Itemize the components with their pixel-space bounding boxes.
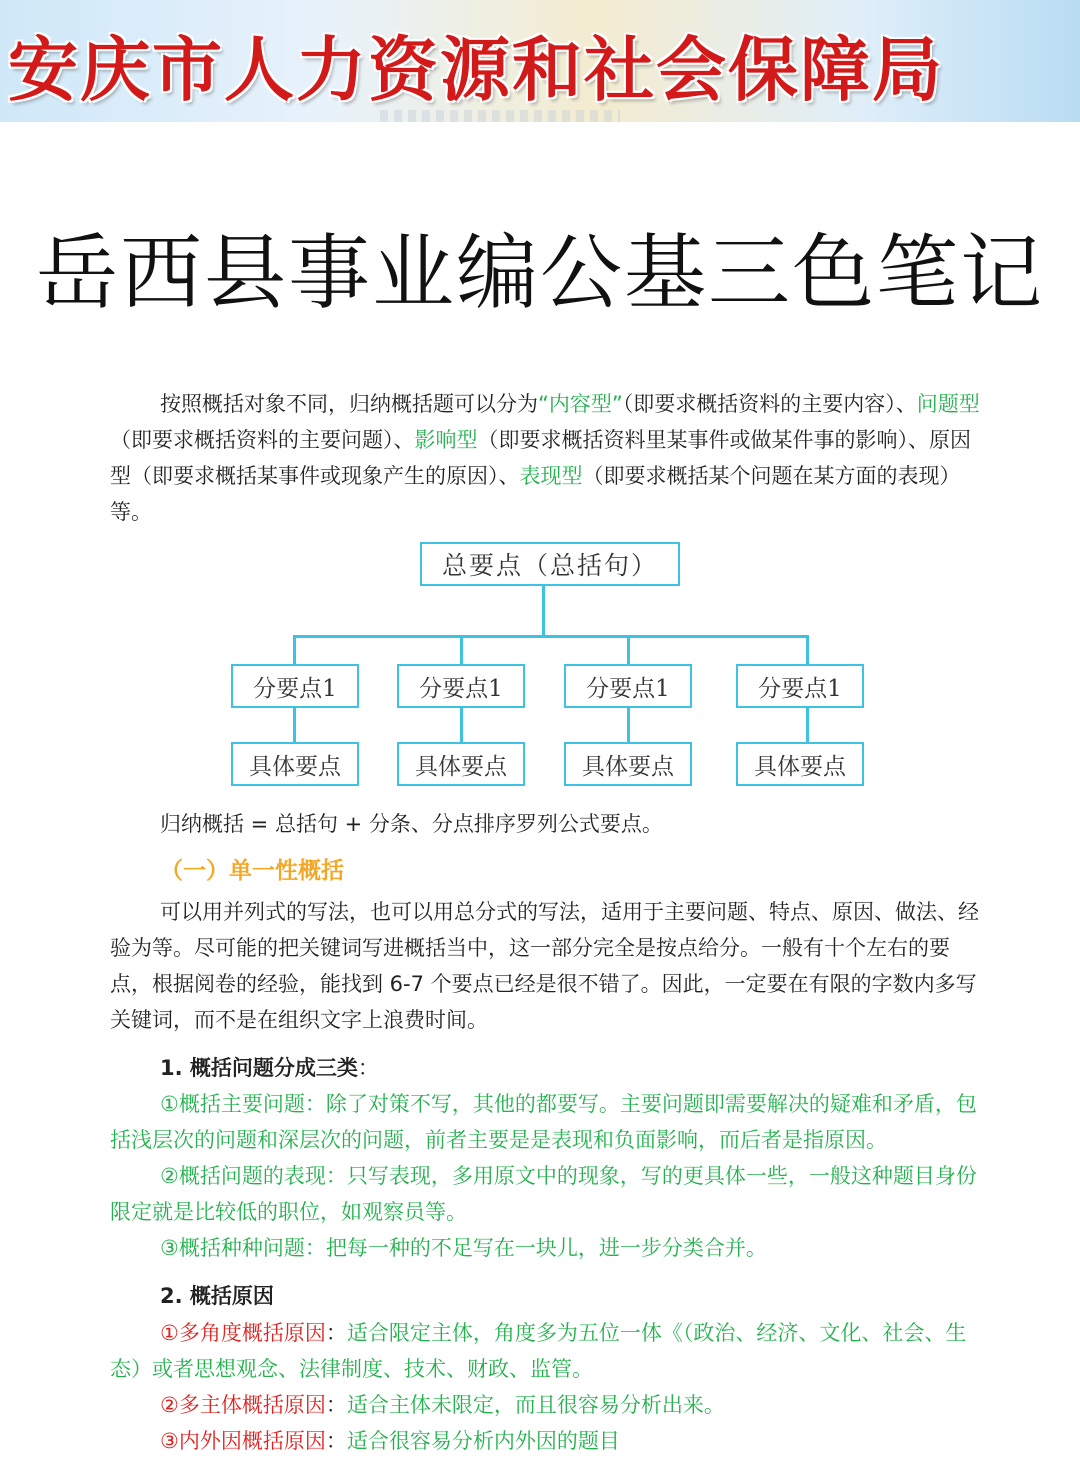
connector-detail-2 xyxy=(460,707,463,743)
detail-point-box: 具体要点 xyxy=(564,742,692,786)
intro-text-3: （即要求概括资料的主要问题）、 xyxy=(110,428,415,452)
list-item-label: ②多主体概括原因 xyxy=(160,1393,326,1417)
intro-text-2: （即要求概括资料的主要内容）、 xyxy=(622,392,917,416)
header-banner xyxy=(0,0,1080,122)
section-heading: （一）单一性概括 xyxy=(160,858,344,884)
formula-text: 归纳概括 = 总括句 + 分条、分点排序罗列公式要点。 xyxy=(160,812,663,836)
intro-type-problem: 问题型 xyxy=(916,392,980,416)
sub-point-box: 分要点1 xyxy=(564,664,692,708)
sub-point-box: 分要点1 xyxy=(231,664,359,708)
detail-point-box: 具体要点 xyxy=(231,742,359,786)
list-item-colon: ： xyxy=(325,1429,347,1453)
subsection-heading-problems xyxy=(160,1052,379,1082)
list-item xyxy=(110,1423,986,1459)
subsection-heading-colon: ： xyxy=(357,1056,379,1080)
list-item: ③概括种种问题：把每一种的不足写在一块儿，进一步分类合并。 xyxy=(160,1236,767,1260)
intro-text-1: 按照概括对象不同，归纳概括题可以分为 xyxy=(160,392,538,416)
intro-paragraph xyxy=(110,386,986,530)
intro-type-content: “内容型” xyxy=(538,392,623,416)
list-item-text: 适合限定主体，角度多为五位一体《（政治、经济、文化、社会、生态）或者思想观念、法律制度、技术、财政、监管。 xyxy=(110,1321,967,1381)
subsection-heading-causes: 2. 概括原因 xyxy=(160,1284,274,1308)
connector-sub-2 xyxy=(460,635,463,665)
list-item xyxy=(110,1315,986,1387)
list-item xyxy=(110,1387,986,1423)
list-item-text: 适合主体未限定，而且很容易分析出来。 xyxy=(346,1393,725,1417)
list-item-colon: ： xyxy=(325,1321,347,1345)
connector-detail-3 xyxy=(627,707,630,743)
main-point-box: 总要点（总括句） xyxy=(420,542,680,586)
sub-point-box: 分要点1 xyxy=(397,664,525,708)
connector-sub-1 xyxy=(293,635,296,665)
page-title: 岳西县事业编公基三色笔记 xyxy=(35,226,1044,321)
connector-sub-4 xyxy=(806,635,809,665)
list-item: ②概括问题的表现：只写表现，多用原文中的现象，写的更具体一些，一般这种题目身份限定就是比较低的职位，如观察员等。 xyxy=(110,1164,977,1224)
detail-point-box: 具体要点 xyxy=(736,742,864,786)
connector-main-down xyxy=(542,586,545,636)
intro-type-impact: 影响型 xyxy=(414,428,478,452)
list-item-label: ③内外因概括原因 xyxy=(160,1429,326,1453)
connector-horizontal xyxy=(293,635,809,638)
subsection-heading-text: 1. 概括问题分成三类 xyxy=(160,1056,358,1080)
list-item: ①概括主要问题：除了对策不写，其他的都要写。主要问题即需要解决的疑难和矛盾，包括浅层次的问题和深层次的问题，前者主要是是表现和负面影响，而后者是指原因。 xyxy=(110,1092,977,1152)
connector-sub-3 xyxy=(627,635,630,665)
banner-title: 安庆市人力资源和社会保障局 xyxy=(8,29,944,111)
connector-detail-4 xyxy=(806,707,809,743)
intro-type-manifestation: 表现型 xyxy=(519,464,583,488)
problem-types-list xyxy=(110,1086,986,1266)
intro-text-4: （即要求概括资料里某事件或做某件事的影响）、原因型（即要求概括某事件或现象产生的原因）、 xyxy=(110,428,971,488)
section-paragraph: 可以用并列式的写法，也可以用总分式的写法，适用于主要问题、特点、原因、做法、经验为等。尽可能的把关键词写进概括当中，这一部分完全是按点给分。一般有十个左右的要点，根据阅卷的经验，能找到 6-7 个要点已经是很不错了。因此，一定要在有限的字数内多写关键词，而不是在组织文字上浪费时间。 xyxy=(110,900,979,1032)
connector-detail-1 xyxy=(293,707,296,743)
detail-point-box: 具体要点 xyxy=(397,742,525,786)
banner-decoration xyxy=(380,110,620,122)
intro-text-5: （即要求概括某个问题在某方面的表现）等。 xyxy=(110,464,961,524)
list-item-text: 适合很容易分析内外因的题目 xyxy=(346,1429,620,1453)
list-item-label: ①多角度概括原因 xyxy=(160,1321,326,1345)
sub-point-box: 分要点1 xyxy=(736,664,864,708)
cause-types-list xyxy=(110,1315,986,1459)
list-item-colon: ： xyxy=(325,1393,347,1417)
